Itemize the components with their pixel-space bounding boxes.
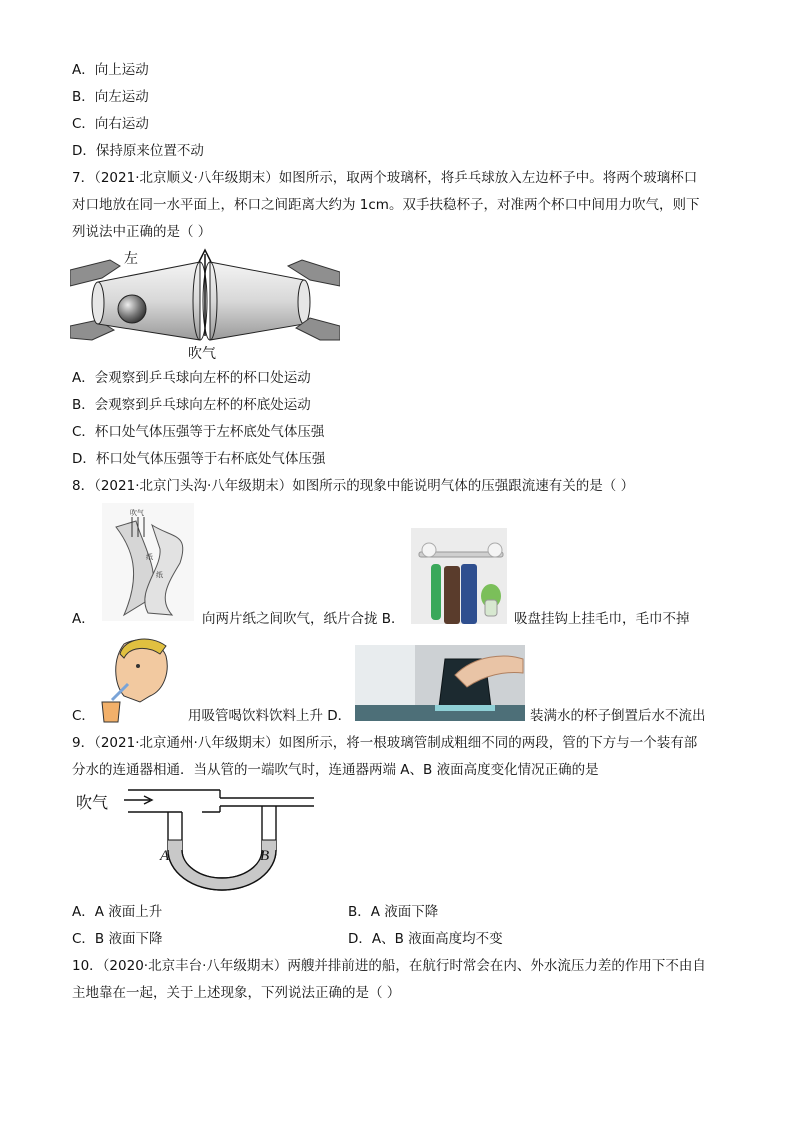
q7-option-a: A．会观察到乒乓球向左杯的杯口处运动 bbox=[72, 370, 311, 386]
q8-option-b-text: 吸盘挂钩上挂毛巾，毛巾不掉 bbox=[514, 611, 690, 627]
q7-left-label: 左 bbox=[124, 251, 138, 267]
q6-option-d: D．保持原来位置不动 bbox=[72, 143, 204, 159]
q9-blow-label: 吹气 bbox=[76, 793, 109, 812]
q8-option-d-text: 装满水的杯子倒置后水不流出 bbox=[530, 708, 706, 724]
q9-connected-tube-figure bbox=[72, 788, 322, 898]
q8-inverted-cup-photo bbox=[355, 645, 525, 721]
q9-option-a: A．A 液面上升 bbox=[72, 904, 163, 920]
q8-option-c-text: 用吸管喝饮料饮料上升 D． bbox=[188, 708, 352, 724]
q9-label-a: A bbox=[160, 848, 170, 864]
q8-paper-label-2: 纸 bbox=[156, 571, 163, 579]
q7-stem-line2: 对口地放在同一水平面上，杯口之间距离大约为 1cm。双手扶稳杯子，对准两个杯口中间用力吹气，则下 bbox=[72, 197, 700, 213]
q10-stem-line1: 10．（2020·北京丰台·八年级期末）两艘并排前进的船，在航行时常会在内、外水流压力差的作用下不由自 bbox=[72, 958, 706, 974]
q8-drinking-straw-figure bbox=[100, 634, 176, 724]
q7-option-d: D．杯口处气体压强等于右杯底处气体压强 bbox=[72, 451, 326, 467]
q9-option-c: C．B 液面下降 bbox=[72, 931, 163, 947]
q9-stem-line2: 分水的连通器相通．当从管的一端吹气时，连通器两端 A、B 液面高度变化情况正确的是 bbox=[72, 762, 599, 778]
q6-option-c: C．向右运动 bbox=[72, 116, 149, 132]
q8-paper-sheets-figure bbox=[102, 503, 194, 621]
q7-option-c: C．杯口处气体压强等于左杯底处气体压强 bbox=[72, 424, 325, 440]
q8-stem: 8．（2021·北京门头沟·八年级期末）如图所示的现象中能说明气体的压强跟流速有关的是（ ） bbox=[72, 478, 635, 494]
q8-option-a-text: 向两片纸之间吹气，纸片合拢 B． bbox=[202, 611, 405, 627]
q9-option-d: D．A、B 液面高度均不变 bbox=[348, 931, 503, 947]
q8-paper-blow-label: 吹气 bbox=[130, 509, 144, 517]
q10-stem-line2: 主地靠在一起，关于上述现象，下列说法正确的是（ ） bbox=[72, 985, 401, 1001]
q9-option-b: B．A 液面下降 bbox=[348, 904, 439, 920]
q8-option-a-letter: A． bbox=[72, 611, 95, 627]
q7-stem-line3: 列说法中正确的是（ ） bbox=[72, 224, 212, 240]
q8-paper-label-1: 纸 bbox=[146, 553, 153, 561]
q7-blow-label: 吹气 bbox=[188, 346, 216, 362]
q6-option-a: A．向上运动 bbox=[72, 62, 149, 78]
q7-option-b: B．会观察到乒乓球向左杯的杯底处运动 bbox=[72, 397, 311, 413]
q8-towel-hooks-photo bbox=[411, 528, 507, 624]
q8-option-c-letter: C． bbox=[72, 708, 95, 724]
q7-stem-line1: 7．（2021·北京顺义·八年级期末）如图所示，取两个玻璃杯，将乒乓球放入左边杯子中。将两个玻璃杯口 bbox=[72, 170, 698, 186]
q9-stem-line1: 9．（2021·北京通州·八年级期末）如图所示，将一根玻璃管制成粗细不同的两段，管的下方与一个装有部 bbox=[72, 735, 698, 751]
q9-label-b: B bbox=[260, 848, 270, 864]
q6-option-b: B．向左运动 bbox=[72, 89, 149, 105]
